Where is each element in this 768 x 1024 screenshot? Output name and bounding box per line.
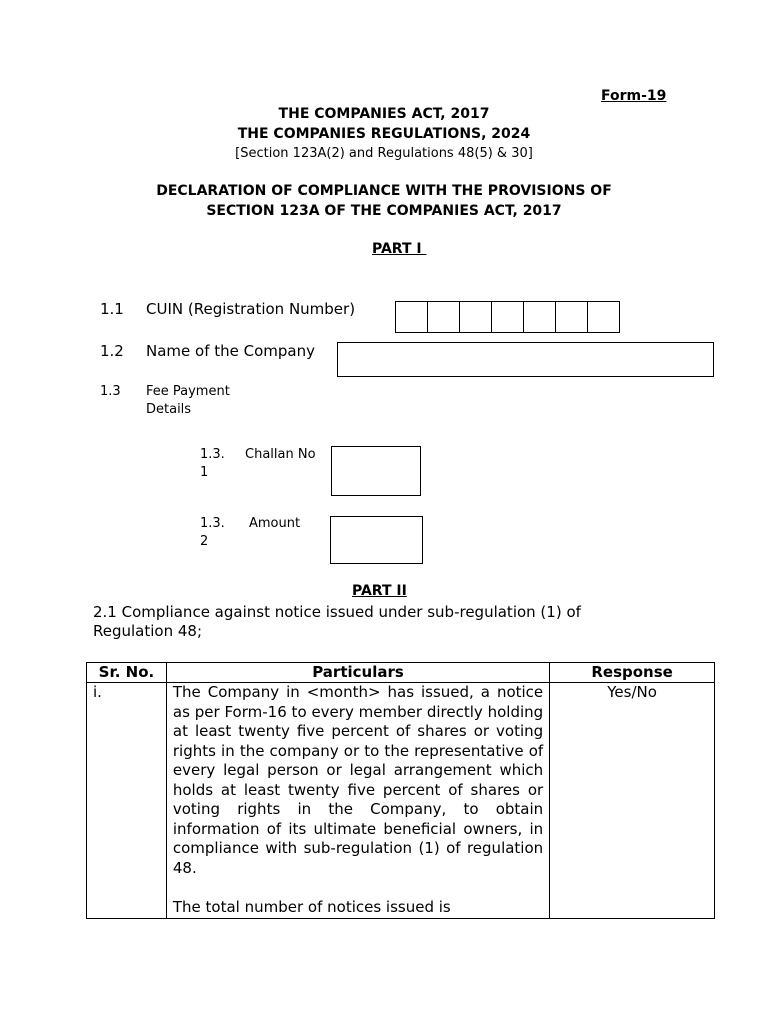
cuin-digit-box[interactable]	[395, 301, 428, 333]
cuin-digit-box[interactable]	[523, 301, 556, 333]
response-header: Response	[550, 663, 715, 683]
particulars-cell	[166, 683, 549, 919]
cuin-digit-box[interactable]	[459, 301, 492, 333]
act-title: THE COMPANIES ACT, 2017	[278, 106, 490, 122]
regulations-title: THE COMPANIES REGULATIONS, 2024	[237, 126, 531, 142]
cuin-digit-box[interactable]	[491, 301, 524, 333]
part1-heading: PART I	[372, 241, 427, 257]
response-cell[interactable]: Yes/No	[550, 683, 715, 919]
amount-label: Amount	[249, 516, 301, 531]
cuin-input[interactable]	[395, 301, 620, 333]
amount-field[interactable]	[330, 516, 423, 564]
declaration-title-line1: DECLARATION OF COMPLIANCE WITH THE PROVISIONS OF	[156, 183, 612, 199]
cuin-digit-box[interactable]	[555, 301, 588, 333]
item-1-3-2-number-line1: 1.3.	[200, 516, 225, 531]
declaration-title-line2: SECTION 123A OF THE COMPANIES ACT, 2017	[206, 203, 562, 219]
item-1-3-2-number	[200, 515, 225, 551]
challan-no-field[interactable]	[331, 446, 421, 496]
notices-count-text: The total number of notices issued is	[172, 898, 451, 916]
challan-no-label: Challan No	[245, 447, 316, 462]
fee-payment-label	[146, 383, 230, 419]
item-1-3-1-number-line1: 1.3.	[200, 447, 225, 462]
table-header-row	[87, 663, 715, 683]
table-row	[87, 683, 715, 919]
item-1-3-2-number-line2: 2	[200, 534, 209, 549]
section-reference: [Section 123A(2) and Regulations 48(5) & 30]	[235, 146, 533, 161]
company-name-label: Name of the Company	[146, 342, 315, 360]
item-1-1-number: 1.1	[100, 300, 124, 318]
particulars-header: Particulars	[166, 663, 549, 683]
cuin-label: CUIN (Registration Number)	[146, 300, 356, 318]
item-1-3-1-number	[200, 446, 225, 482]
cuin-digit-box[interactable]	[427, 301, 460, 333]
compliance-intro-line1: 2.1 Compliance against notice issued under sub-regulation (1) of	[93, 603, 581, 621]
item-1-2-number: 1.2	[100, 342, 124, 360]
form-number: Form-19	[601, 88, 667, 104]
cuin-digit-box[interactable]	[587, 301, 620, 333]
compliance-intro-line2: Regulation 48;	[93, 622, 203, 640]
fee-payment-label-line1: Fee Payment	[146, 384, 230, 399]
fee-payment-label-line2: Details	[146, 402, 192, 417]
compliance-table	[86, 662, 715, 919]
sr-no-header: Sr. No.	[87, 663, 167, 683]
company-name-field[interactable]	[337, 342, 714, 377]
item-1-3-number: 1.3	[100, 384, 121, 399]
part2-heading: PART II	[352, 583, 407, 599]
particulars-text: The Company in <month> has issued, a notice as per Form-16 to every member directly holding at least twenty five percent of shares or voting rights in the company or to the representative of every legal person or legal arrangement which holds at least twenty five percent of shares or voting rights in the Company, to obtain information of its ultimate beneficial owners, in compliance with sub-regulation (1) of regulation 48.	[172, 683, 544, 877]
sr-no-cell: i.	[87, 683, 167, 919]
item-1-3-1-number-line2: 1	[200, 465, 209, 480]
